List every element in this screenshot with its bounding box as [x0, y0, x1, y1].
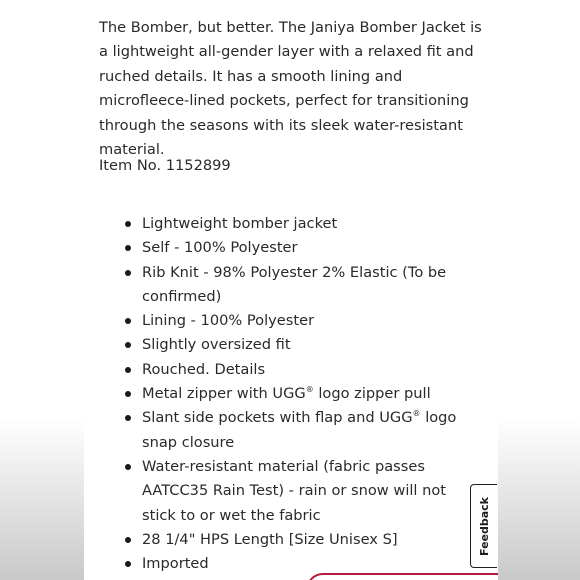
product-description: The Bomber, but better. The Janiya Bomber Jacket is a lightweight all-gender layer with a relaxed fit and ruched details. It has a smooth lining and microfleece-lined pockets, perfect for transitioning through the seasons with its sleek water-resistant material.: [99, 19, 482, 159]
feature-text: logo zipper pull: [318, 385, 431, 403]
feature-item: [99, 333, 484, 357]
bullet-dot-icon: [125, 221, 131, 227]
feature-text: Imported: [142, 555, 209, 573]
feature-text: Metal zipper with UGG: [142, 385, 306, 403]
feature-text: Rouched. Details: [142, 360, 266, 378]
registered-mark-icon: ®: [412, 409, 421, 419]
feedback-tab[interactable]: [470, 484, 497, 568]
feature-item: [99, 455, 484, 528]
feature-text: Slant side pockets with flap and UGG: [142, 409, 413, 427]
bullet-dot-icon: [125, 318, 131, 324]
feature-text: Lining - 100% Polyester: [142, 312, 315, 330]
bullet-dot-icon: [125, 342, 131, 348]
feature-item: [99, 358, 484, 382]
feature-text: Water-resistant material (fabric passes AATCC35 Rain Test) - rain or snow will not stick to or wet the fabric: [142, 457, 447, 524]
add-to-bag-button[interactable]: [306, 573, 498, 580]
bullet-dot-icon: [125, 270, 131, 276]
feature-text: Rib Knit - 98% Polyester 2% Elastic (To be confirmed): [142, 263, 447, 305]
item-number: Item No. 1152899: [99, 157, 231, 174]
feature-item: [99, 309, 484, 333]
feature-text: 28 1/4" HPS Length [Size Unisex S]: [142, 530, 398, 548]
bullet-dot-icon: [125, 367, 131, 373]
bullet-dot-icon: [125, 391, 131, 397]
registered-mark-icon: ®: [305, 385, 314, 395]
bullet-dot-icon: [125, 245, 131, 251]
feature-item: [99, 261, 484, 310]
bullet-dot-icon: [125, 537, 131, 543]
feature-item: [99, 212, 484, 236]
feature-text: logo snap closure: [142, 409, 457, 451]
bullet-dot-icon: [125, 561, 131, 567]
feature-item: [99, 382, 484, 406]
feature-text: Lightweight bomber jacket: [142, 215, 338, 232]
feature-item: [99, 406, 484, 455]
feature-item: [99, 528, 484, 552]
feedback-label: Feedback: [477, 496, 491, 556]
bullet-dot-icon: [125, 415, 131, 421]
bullet-dot-icon: [125, 464, 131, 470]
feature-item: [99, 236, 484, 260]
feature-text: Slightly oversized fit: [142, 336, 291, 354]
feature-text: Self - 100% Polyester: [142, 239, 298, 257]
feature-list: [99, 212, 484, 576]
product-details-panel: [84, 0, 498, 580]
